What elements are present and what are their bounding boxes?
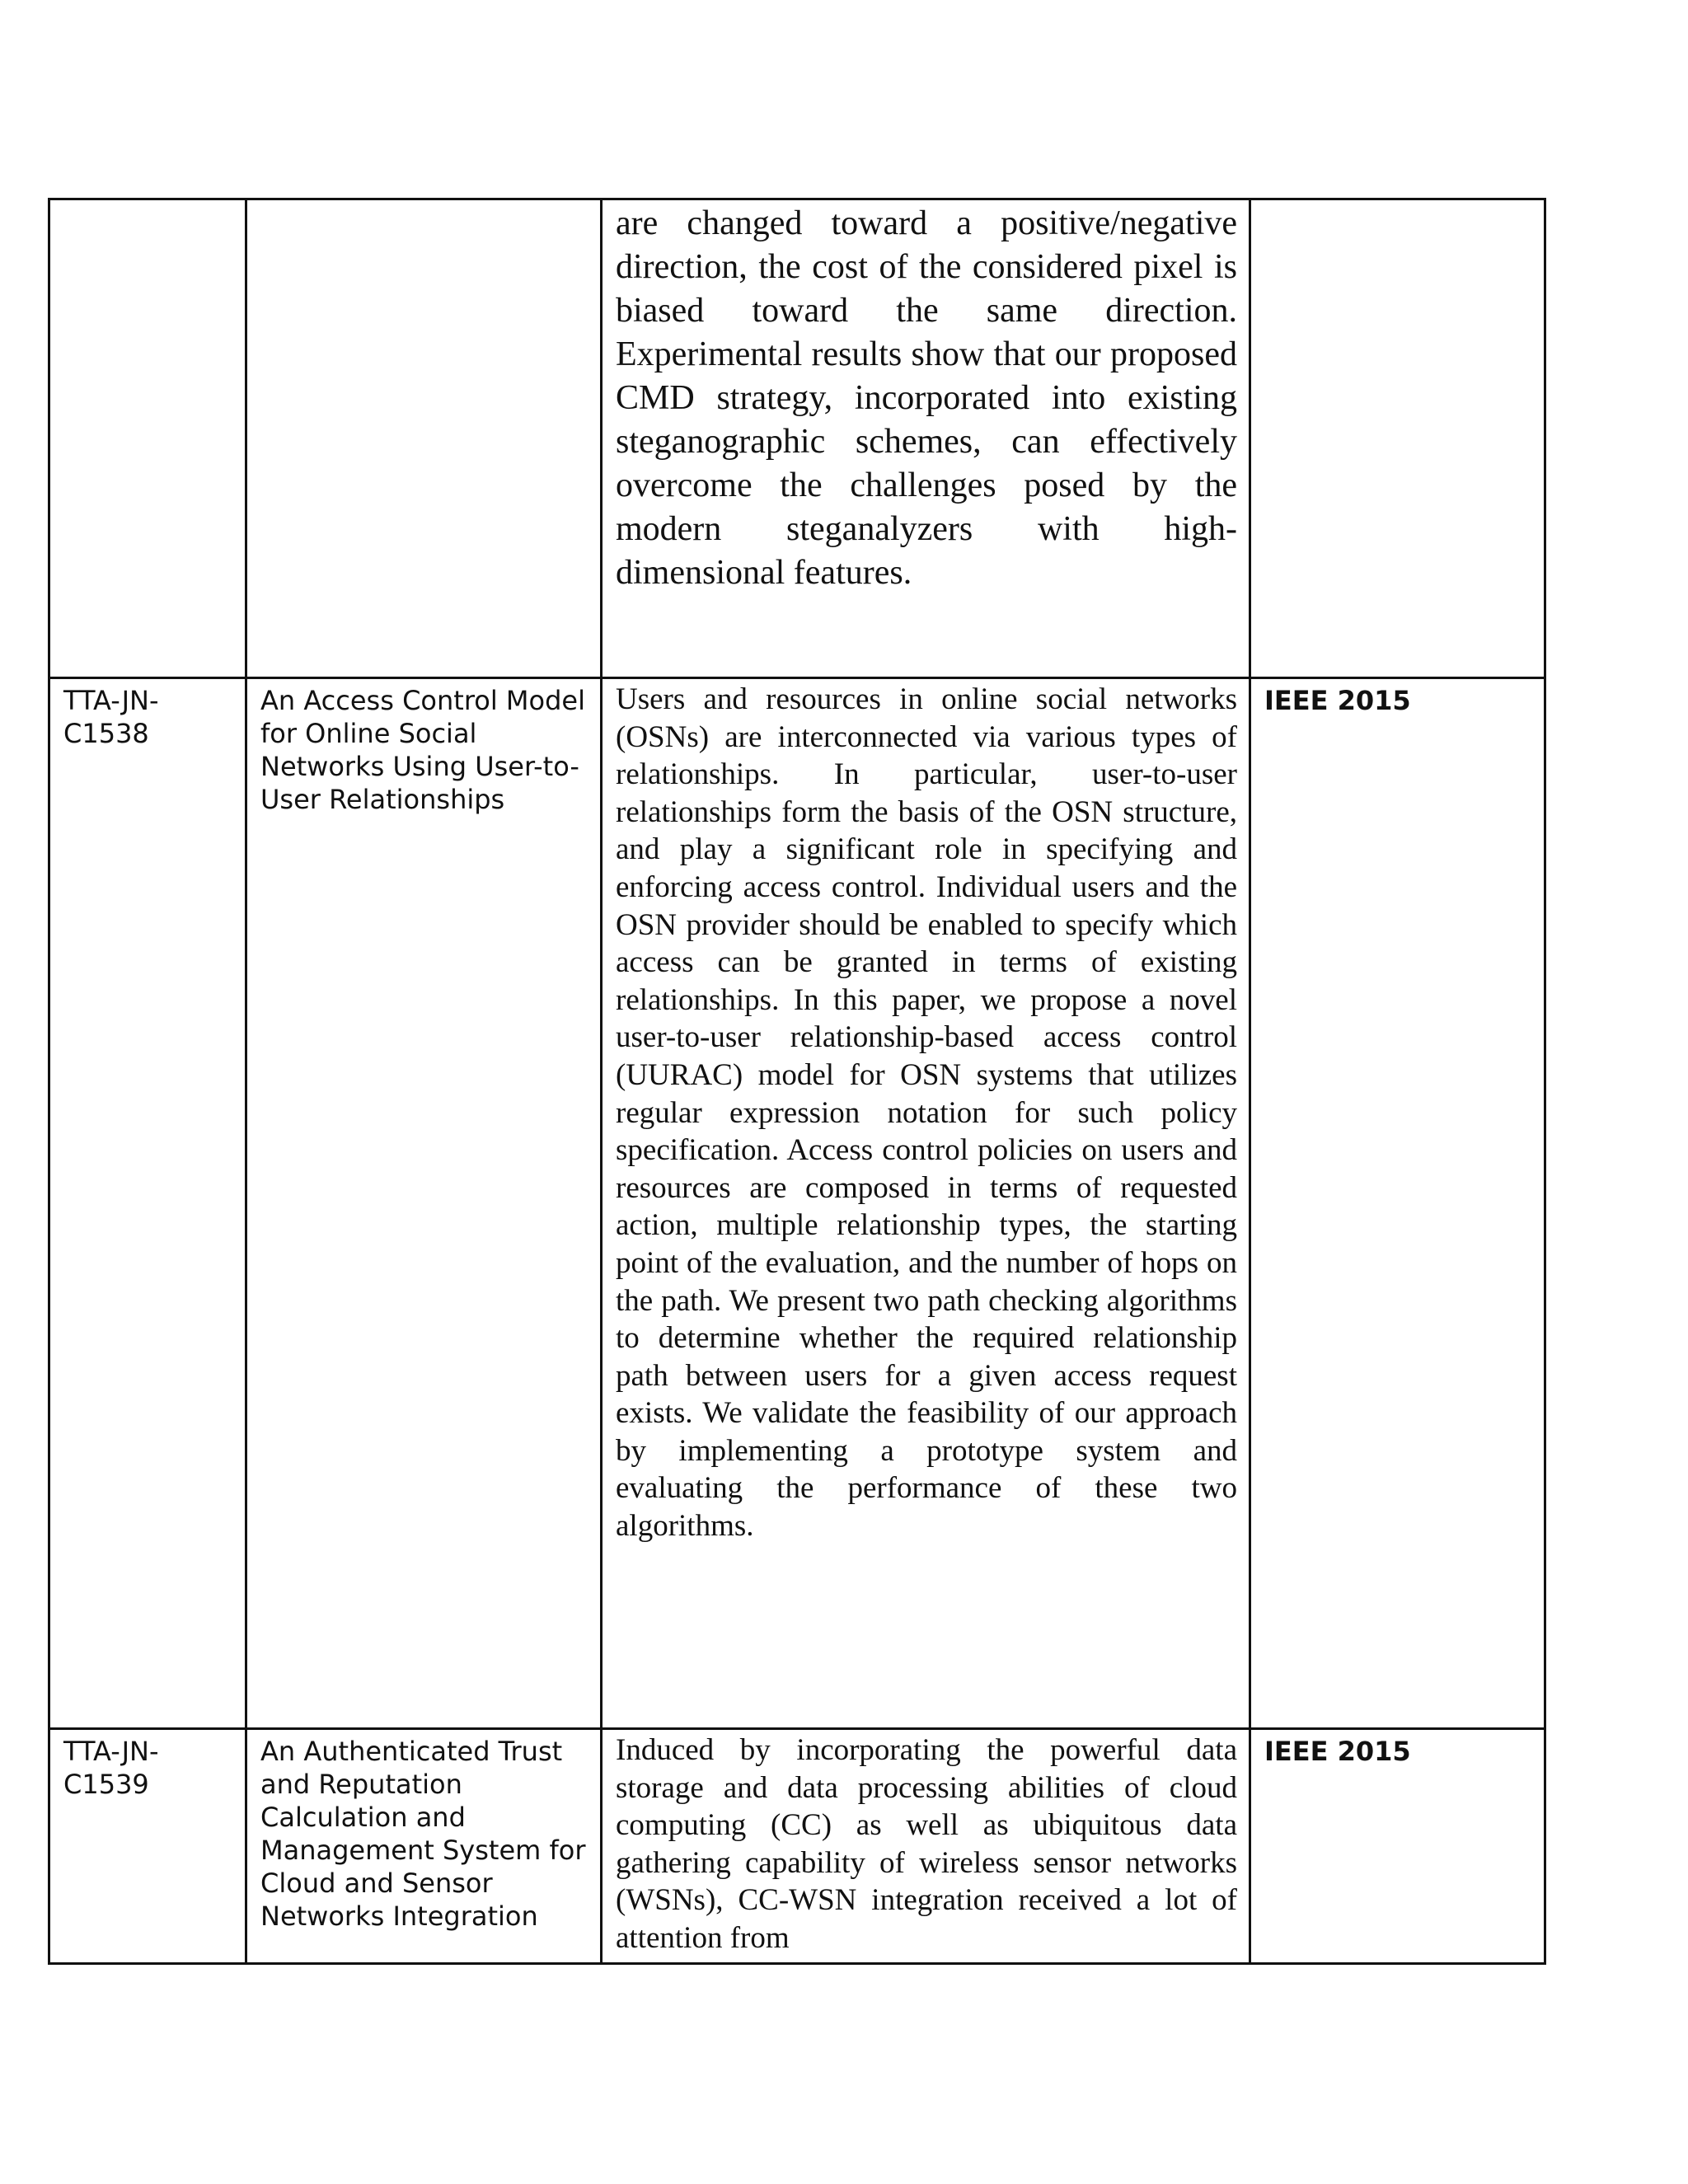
table-row [49, 678, 1545, 1729]
project-abstract: are changed toward a positive/negative direction, the cost of the considered pixel is biased toward the same direction. Experimental results show that our proposed CMD strategy, incorporated into existing steganographic schemes, can effectively overcome the challenges posed by the modern steganalyzers with high-dimensional features. [616, 204, 1237, 592]
project-source-cell [1250, 678, 1545, 1729]
project-source-cell [1250, 199, 1545, 678]
project-abstract-cell [602, 1729, 1250, 1964]
project-id: TTA-JN-C1539 [63, 1736, 159, 1800]
project-source: IEEE 2015 [1264, 685, 1411, 716]
project-id: TTA-JN-C1538 [63, 685, 159, 749]
project-id-cell [49, 1729, 246, 1964]
project-title-cell [246, 678, 602, 1729]
projects-table [48, 198, 1546, 1965]
project-title-cell [246, 199, 602, 678]
project-abstract-cell [602, 678, 1250, 1729]
table-row [49, 1729, 1545, 1964]
project-source: IEEE 2015 [1264, 1736, 1411, 1767]
project-id-cell [49, 199, 246, 678]
project-abstract: Users and resources in online social networks (OSNs) are interconnected via various types of relationships. In particular, user-to-user relationships form the basis of the OSN structure, and play a significant role in specifying and enforcing access control. Individual users and the OSN provider should be enabled to specify which access can be granted in terms of existing relationships. In this paper, we propose a novel user-to-user relationship-based access control (UURAC) model for OSN systems that utilizes regular expression notation for such policy specification. Access control policies on users and resources are composed in terms of requested action, multiple relationship types, the starting point of the evaluation, and the number of hops on the path. We present two path checking algorithms to determine whether the required relationship path between users for a given access request exists. We validate the feasibility of our approach by implementing a prototype system and evaluating the performance of these two algorithms. [616, 682, 1237, 1544]
table-row [49, 199, 1545, 678]
project-title: An Access Control Model for Online Social Networks Using User-to-User Relationships [260, 685, 585, 815]
project-title-cell [246, 1729, 602, 1964]
project-abstract: Induced by incorporating the powerful data storage and data processing abilities of cloud computing (CC) as well as ubiquitous data gathering capability of wireless sensor networks (WSNs), CC-WSN integration received a lot of attention from [616, 1733, 1237, 1955]
project-source-cell [1250, 1729, 1545, 1964]
project-abstract-cell [602, 199, 1250, 678]
project-id-cell [49, 678, 246, 1729]
project-title: An Authenticated Trust and Reputation Calculation and Management System for Cloud and Sensor Networks Integration [260, 1736, 586, 1932]
